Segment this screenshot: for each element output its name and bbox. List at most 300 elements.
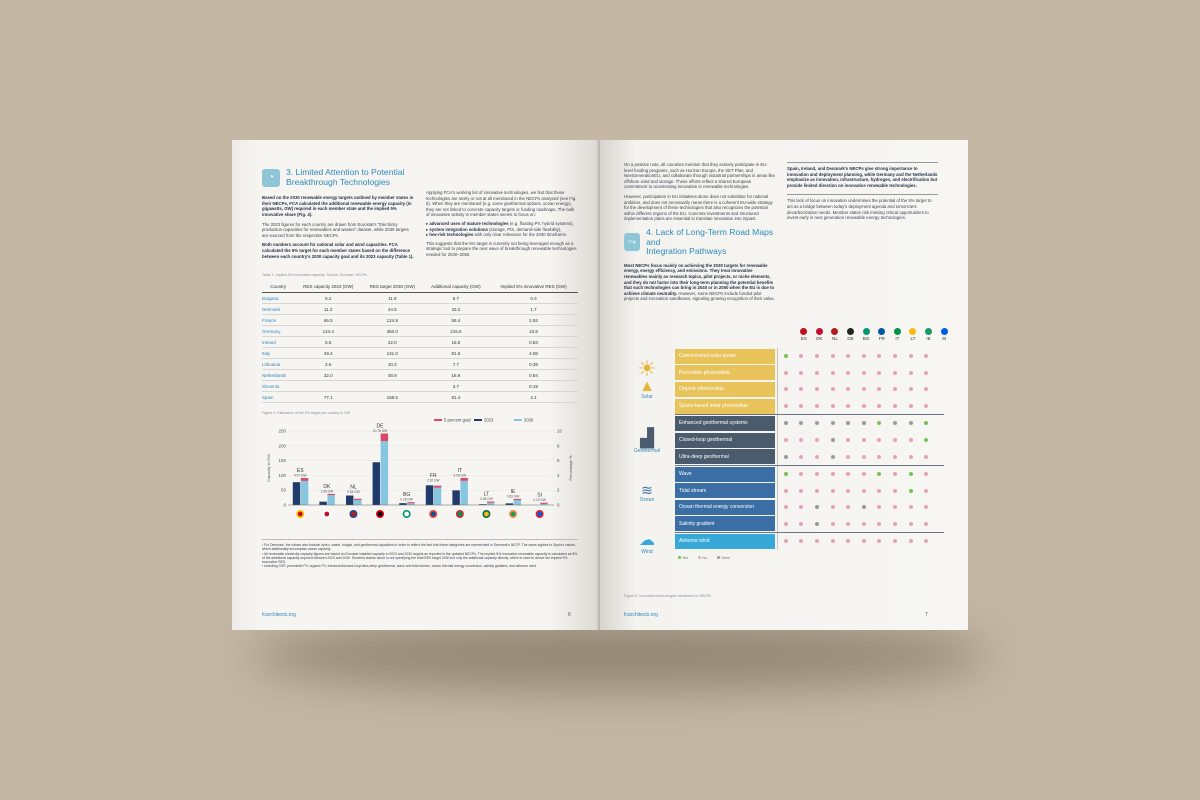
country-code: ES (800, 336, 807, 341)
mention-dot (825, 381, 841, 398)
y2-axis-label: Percentage % (568, 455, 573, 481)
table-cell: 0.83 (489, 337, 578, 348)
flag-icon (483, 511, 489, 517)
flag-icon (350, 511, 356, 517)
table-cell: 0.19 (489, 381, 578, 392)
mention-dot (825, 398, 841, 415)
country-code: LT (910, 336, 916, 341)
mention-dot (778, 415, 794, 432)
country-code: SI (941, 336, 947, 341)
table-cell: 131.0 (362, 348, 423, 359)
findings-paragraph: Applying FCA's working list of innovative technologies, we find that these technologies are rarely or not at all mentioned in the NECPs analysed (see Fig. 5). When they are mentioned (e.g. some geothermal options, ocean energy), they are not linked to concrete capacity targets or funding roadmaps. The bulk of innovative activity in member states seems to focus on: (426, 190, 577, 218)
table-cell: 77.1 (295, 392, 362, 403)
flag-fr (874, 328, 890, 341)
table-cell: 144.4 (295, 326, 362, 337)
table-header: Country (262, 281, 295, 293)
mention-dots (777, 499, 934, 516)
flag-icon (297, 511, 303, 517)
table-cell: 6.2 (295, 293, 362, 304)
figure-caption: Figure 4: Estimation of the 5% target per country in GW (262, 411, 351, 416)
table-cell: 2.92 (489, 315, 578, 326)
mention-dot (918, 381, 934, 398)
technology-label: Ultra-deep geothermal (675, 449, 775, 464)
country-emphasis-paragraph: Spain, Ireland, and Denmark's NECPs give strong importance to innovation and deployment planning, while Germany and the Netherlands emphasize as innovation, infrastructure, hydrogen, and electrification but provide limited direction on innovative renewable technologies. (787, 166, 938, 188)
mention-dot (903, 499, 919, 516)
country-code: DE (847, 336, 854, 341)
table-cell: 0.84 (489, 370, 578, 381)
mention-dot (778, 381, 794, 398)
table-header: RES capacity 2023 (GW) (295, 281, 362, 293)
category-label: ES (296, 468, 304, 475)
table-header: Additional capacity (GW) (423, 281, 489, 293)
mention-dot (794, 516, 810, 533)
mention-dot (856, 482, 872, 499)
mention-dot (918, 432, 934, 449)
flag-si (936, 328, 952, 341)
table-cell: 48.9 (362, 370, 423, 381)
mention-dot (918, 365, 934, 382)
table-cell: 81.4 (423, 392, 489, 403)
mention-dot (856, 398, 872, 415)
technology-label: Wave (675, 467, 775, 482)
section-4-heading (624, 228, 775, 257)
data-label: 1.66 GW (320, 489, 334, 494)
roadmap-paragraph: Most NECPs focus mainly on achieving the 2030 targets for renewable energy, energy efficiency, and emissions. They treat innovative renewables mainly as research topics, pilot projects, or niche elements, and they do not factor into their long-term planning the potential benefits that such technologies can bring in 2040 or in 2050 when the EU is due to achieve climate neutrality. (624, 262, 775, 296)
mention-dot (903, 348, 919, 365)
legend-label: 2023 (484, 417, 494, 423)
bullet-bold: advanced uses of mature technologies (429, 220, 509, 226)
mention-dot (903, 482, 919, 499)
list-item: ▸ low-risk technologies with only clear relevance for the 2030 timeframe. (426, 232, 568, 238)
flag-ie (921, 328, 937, 341)
table-cell: 10.8 (489, 326, 578, 337)
bullet-text: (e.g. floating PV, hybrid systems), (509, 220, 574, 226)
mention-dot (872, 499, 888, 516)
mention-dots (777, 466, 934, 483)
mention-dot (778, 516, 794, 533)
mention-dot (887, 499, 903, 516)
mention-dot (840, 516, 856, 533)
technology-label: Closed-loop geothermal (675, 433, 775, 448)
mention-dot (794, 448, 810, 465)
mention-dot (872, 533, 888, 550)
mention-dot (903, 533, 919, 550)
bar-2030 (460, 481, 467, 505)
mention-dot (903, 448, 919, 465)
mention-dot (903, 466, 919, 483)
bullet-bold: system integration solutions (429, 226, 488, 232)
table-cell: 215.6 (423, 326, 489, 337)
bullet-bold: low-risk technologies (429, 232, 474, 238)
flag-icon (324, 511, 330, 517)
mention-dots (777, 365, 934, 382)
footnote: ² All renewable electricity capacity figures are based on Eurostat installed capacity in 2023 and 2030 targets as reported in the updated NECPs. The implied 5% innovative renewable capacity is calculated as 5% of the additional capacity required between 2023 and 2030. Slovenia stands alone in not specifying the total RES target 2030 but only the additional capacity directly, which is used to derive the implied 5% innovative RES. (262, 551, 578, 564)
category-label: IT (457, 468, 463, 475)
bar-5pct (327, 494, 334, 495)
mention-dot (887, 482, 903, 499)
technology-label: Perovskite photovoltaic (675, 365, 775, 380)
table-cell: 1.7 (489, 304, 578, 315)
mention-dot (809, 365, 825, 382)
table-cell: 11.9 (362, 293, 423, 304)
legend-swatch (434, 419, 442, 421)
legend-label: Yes (682, 556, 689, 560)
data-label: 10.78 GW (372, 429, 388, 434)
flag-icon (925, 328, 932, 335)
legend-swatch (474, 419, 482, 421)
mention-dot (918, 398, 934, 415)
table-cell: 44.5 (362, 304, 423, 315)
section-title-line2: Integration Pathways (646, 246, 727, 257)
technology-label: Tidal stream (675, 483, 775, 498)
bar-2023 (373, 462, 380, 505)
bar-2030 (407, 503, 414, 505)
section-title-line2: Breakthrough Technologies (286, 176, 390, 187)
data-label: 0.83 GW (506, 494, 520, 499)
table-cell: Ireland (262, 337, 295, 348)
mention-dot (778, 499, 794, 516)
flag-icon (457, 511, 463, 517)
table-cell: 2.6 (295, 359, 362, 370)
mention-dot (840, 448, 856, 465)
flag-icon (377, 511, 383, 517)
mention-dot (825, 516, 841, 533)
mention-dot (872, 348, 888, 365)
mention-dot (794, 482, 810, 499)
mention-dot (872, 448, 888, 465)
mention-dot (840, 432, 856, 449)
table-cell: 58.4 (423, 315, 489, 326)
y-tick-label: 250 (278, 428, 286, 434)
mention-dot (825, 365, 841, 382)
mention-dots (777, 348, 934, 365)
mention-dot (903, 398, 919, 415)
solar-panel-icon: ▲ (639, 378, 655, 395)
table-cell: 158.5 (362, 392, 423, 403)
mention-dot (825, 448, 841, 465)
mention-dot (903, 365, 919, 382)
mention-dot (856, 365, 872, 382)
mention-dot (872, 365, 888, 382)
bar-2023 (346, 496, 353, 505)
bar-2030 (327, 495, 334, 505)
mention-dots (777, 415, 934, 432)
technology-label: Enhanced geothermal systems (675, 416, 775, 431)
technology-label: Organic photovoltaic (675, 382, 775, 397)
mention-dot (809, 348, 825, 365)
flag-es (796, 328, 812, 341)
mention-dot (794, 432, 810, 449)
footnote: ¹ For Denmark, the values also include hydro, waste, biogas, and geothermal capacities in order to reflect the fact that these categories are represented in Denmark's NECP. The same applies to Spain's values, which additionally encompass ocean capacity. (262, 543, 576, 552)
table-row (262, 370, 578, 381)
mention-dot (872, 415, 888, 432)
mention-dot (840, 365, 856, 382)
mention-dots (777, 482, 934, 499)
data-label: 0.28 GW (400, 497, 413, 502)
mention-dot (840, 499, 856, 516)
left-page (232, 140, 600, 630)
table-row (262, 304, 578, 315)
data-label: 4.08 GW (453, 473, 467, 478)
category-label: NL (350, 484, 357, 491)
mention-dot (903, 432, 919, 449)
geothermal-group-label (622, 428, 672, 454)
bar-2030 (381, 441, 388, 505)
mention-dot (809, 533, 825, 550)
footer-site-link[interactable]: fcarchitects.org (624, 612, 658, 618)
bar-5pct (301, 478, 308, 481)
mention-dot (918, 533, 934, 550)
flag-it (890, 328, 906, 341)
table-cell: 4.08 (489, 348, 578, 359)
data-label: 0.19 GW (533, 498, 546, 503)
undermines-paragraph: This lack of focus on innovation undermines the potential of the 5% target to act as a bridge between today's deployment agenda and tomorrow's decarbonization needs. Member states risk missing critical opportunities to invest early in next generation renewable energy technologies. (787, 194, 938, 220)
flag-icon (403, 511, 409, 517)
flag-icon (831, 328, 838, 335)
mention-dot (840, 398, 856, 415)
mention-dot (918, 482, 934, 499)
technology-label: Salinity gradient (675, 516, 775, 531)
bar-2030 (434, 488, 441, 505)
mention-dot (903, 415, 919, 432)
mention-dot (794, 533, 810, 550)
flag-icon (847, 328, 854, 335)
mention-dots (777, 432, 934, 449)
category-label: LT (483, 491, 490, 498)
bullet-text: with only clear relevance for the 2030 timeframe. (474, 232, 568, 238)
mention-dot (809, 466, 825, 483)
table-cell (362, 381, 423, 392)
country-code: IT (895, 336, 900, 341)
source-paragraph: The 2023 figures for each country are drawn from Eurostat's "Electricity production capacities for renewables and wastes" dataset, while 2030 targets are sourced from the respective NECPs. (262, 221, 409, 238)
footer-site-link[interactable]: fcarchitects.org (262, 612, 296, 618)
flag-nl (827, 328, 843, 341)
bullet-text: (storage, PtX, demand-side flexibility), (489, 226, 562, 232)
y-tick-label: 50 (280, 487, 286, 493)
mention-dot (825, 482, 841, 499)
flag-bg (858, 328, 874, 341)
mention-dot (825, 432, 841, 449)
mention-dot (778, 398, 794, 415)
mention-dots (777, 398, 934, 415)
legend-no (698, 556, 707, 560)
bar-2023 (293, 482, 300, 505)
mention-dot (825, 466, 841, 483)
table-cell: 360.0 (362, 326, 423, 337)
mention-dot (794, 415, 810, 432)
flag-icon (536, 511, 542, 517)
mention-dot (809, 448, 825, 465)
flag-icon (800, 328, 807, 335)
bar-5pct (487, 502, 494, 503)
group-name: Solar (641, 394, 653, 400)
mention-dot (778, 432, 794, 449)
mention-dot (778, 533, 794, 550)
data-label: 4.07 GW (293, 473, 307, 478)
mention-dot (778, 365, 794, 382)
category-label: DE (376, 423, 384, 430)
mention-dot (840, 533, 856, 550)
focus-list (426, 221, 578, 238)
mention-dot (872, 432, 888, 449)
clock-icon: ◔ (262, 169, 280, 187)
flag-lt (905, 328, 921, 341)
page-number: 6 (568, 612, 571, 618)
mention-dot (887, 448, 903, 465)
mention-dot (918, 466, 934, 483)
table-row (262, 326, 578, 337)
table-cell: 81.6 (423, 348, 489, 359)
matrix-legend (678, 556, 730, 560)
data-label: 0.84 GW (347, 489, 360, 494)
country-code: BG (862, 336, 870, 341)
bar-5pct (514, 499, 521, 500)
mention-dot (918, 499, 934, 516)
mention-dots (777, 533, 934, 550)
mention-dot (856, 381, 872, 398)
roadmap-paragraph-rest: However, some NECPs include funded pilot projects and innovation sandboxes, signaling growing recognition of their value. (624, 290, 775, 302)
mention-dot (825, 499, 841, 516)
legend-label: 5 percent goal (444, 417, 471, 423)
eu-funding-paragraph: On a positive note, all countries mention that they actively participate in EU-level funding programs, such as Horizon Europe, the SET Plan, and NextGenerationEU, and collaborate through industrial partnerships in areas like offshore wind and storage. These efforts reflect a shared European commitment to accelerating innovation in renewable technologies. (624, 162, 775, 190)
table-cell: 124.9 (362, 315, 423, 326)
mention-dot (918, 415, 934, 432)
list-item: ▸ system integration solutions (storage, PtX, demand-side flexibility), (426, 226, 562, 232)
mention-dot (887, 432, 903, 449)
legend-label: 2030 (524, 417, 534, 423)
legend-yes (678, 556, 688, 560)
mention-dot (872, 381, 888, 398)
table-cell: Germany (262, 326, 295, 337)
mention-dot (887, 516, 903, 533)
mention-dot (856, 533, 872, 550)
table-cell: Netherlands (262, 370, 295, 381)
bar-5pct (460, 478, 467, 481)
table-cell: Slovenia (262, 381, 295, 392)
table-cell: Lithuania (262, 359, 295, 370)
bar-2023 (399, 503, 406, 505)
matrix-row (618, 516, 944, 533)
method-paragraph: Both numbers account for national solar and wind capacities. FCA calculated the 5% target for each member states based on the difference between each country's 2030 capacity goal and its 2023 capacity (Table 1). (262, 242, 414, 259)
table-cell: Italy (262, 348, 295, 359)
table-row (262, 381, 578, 392)
table-row (262, 359, 578, 370)
table-cell: France (262, 315, 295, 326)
table-row (262, 293, 578, 304)
matrix-row (618, 398, 944, 415)
mention-dot (872, 516, 888, 533)
data-label: 0.38 GW (480, 497, 493, 502)
table-cell: 66.5 (295, 315, 362, 326)
flag-icon (430, 511, 436, 517)
bar-5pct (434, 486, 441, 488)
category-label: SI (537, 492, 543, 499)
section-title: 4. Lack of Long-Term Road Maps and (646, 226, 774, 247)
table-cell: Spain (262, 392, 295, 403)
mention-dot (918, 348, 934, 365)
mention-dot (887, 415, 903, 432)
group-name: Wind (641, 549, 653, 555)
mention-dot (825, 348, 841, 365)
flag-de (843, 328, 859, 341)
eu-ambition-paragraph: However, participation in EU initiatives alone does not substitute for national ambition, and does not necessarily mean there is a coherent EU-wide strategy for the development of these technologies that also recognizes the potential within different regions of the EU. Concrete investments and structured implementation plans are essential to translate innovation into impact. (624, 193, 773, 222)
section-3-heading (262, 168, 414, 187)
table-cell: 4.1 (489, 392, 578, 403)
y2-tick-label: 6 (557, 458, 560, 464)
footnote: ³ Including CSP, perovskite PV, organic PV, enhanced/closed-loop/ultra-deep geothermal, wave and tidal stream, ocean thermal energy conversion, salinity gradient, and airborne wind. (262, 564, 538, 569)
mention-dot (856, 432, 872, 449)
technology-label: Space-based solar photovoltaic (675, 399, 775, 414)
table-cell (295, 381, 362, 392)
table-cell: 5.7 (423, 293, 489, 304)
mention-dot (856, 415, 872, 432)
bar-2023 (426, 485, 433, 505)
table-row (262, 392, 578, 403)
legend-swatch (514, 419, 522, 421)
mention-dot (778, 466, 794, 483)
page-number: 7 (925, 612, 928, 618)
mention-dot (903, 381, 919, 398)
table-cell: Bulgaria (262, 293, 295, 304)
bar-5pct (381, 434, 388, 442)
matrix-row (618, 466, 944, 483)
table-cell: 32.0 (295, 370, 362, 381)
book-shadow (250, 620, 990, 690)
y-tick-label: 0 (283, 502, 286, 508)
bar-2030 (514, 500, 521, 505)
mention-dot (872, 482, 888, 499)
y2-tick-label: 8 (557, 443, 560, 449)
mention-dot (840, 482, 856, 499)
flag-icon (909, 328, 916, 335)
mention-dot (794, 365, 810, 382)
mention-dot (903, 516, 919, 533)
mention-dot (778, 482, 794, 499)
right-page (600, 140, 968, 630)
flag-dk (812, 328, 828, 341)
capacity-bar-chart (262, 417, 578, 525)
legend-label: Seen (721, 556, 731, 560)
y-tick-label: 150 (278, 458, 286, 464)
mention-dot (887, 466, 903, 483)
mention-dot (794, 499, 810, 516)
y-tick-label: 200 (278, 443, 286, 449)
y-tick-label: 100 (278, 473, 286, 479)
mention-dot (840, 466, 856, 483)
flag-icon (816, 328, 823, 335)
mention-dot (809, 482, 825, 499)
mention-dots (777, 448, 934, 465)
conclusion-paragraph: This suggests that the 5% target is currently not being leveraged enough as a strategic tool to prepare the next wave of breakthrough renewable technologies needed for 2040–2050. (426, 240, 577, 257)
category-label: DK (323, 484, 331, 491)
y2-tick-label: 2 (557, 487, 560, 493)
mention-dot (809, 432, 825, 449)
category-label: FR (429, 473, 437, 480)
flag-icon (863, 328, 870, 335)
bar-2030 (354, 500, 361, 505)
solar-group-label (622, 358, 672, 400)
mention-dot (887, 398, 903, 415)
mention-dot (840, 415, 856, 432)
bar-2030 (487, 503, 494, 505)
country-code: FR (878, 336, 885, 341)
y2-tick-label: 4 (557, 473, 560, 479)
y-axis-label: Capacity in GW (266, 454, 271, 483)
table-cell: 11.3 (295, 304, 362, 315)
mention-dot (887, 381, 903, 398)
country-code: NL (832, 336, 838, 341)
mention-dot (778, 348, 794, 365)
